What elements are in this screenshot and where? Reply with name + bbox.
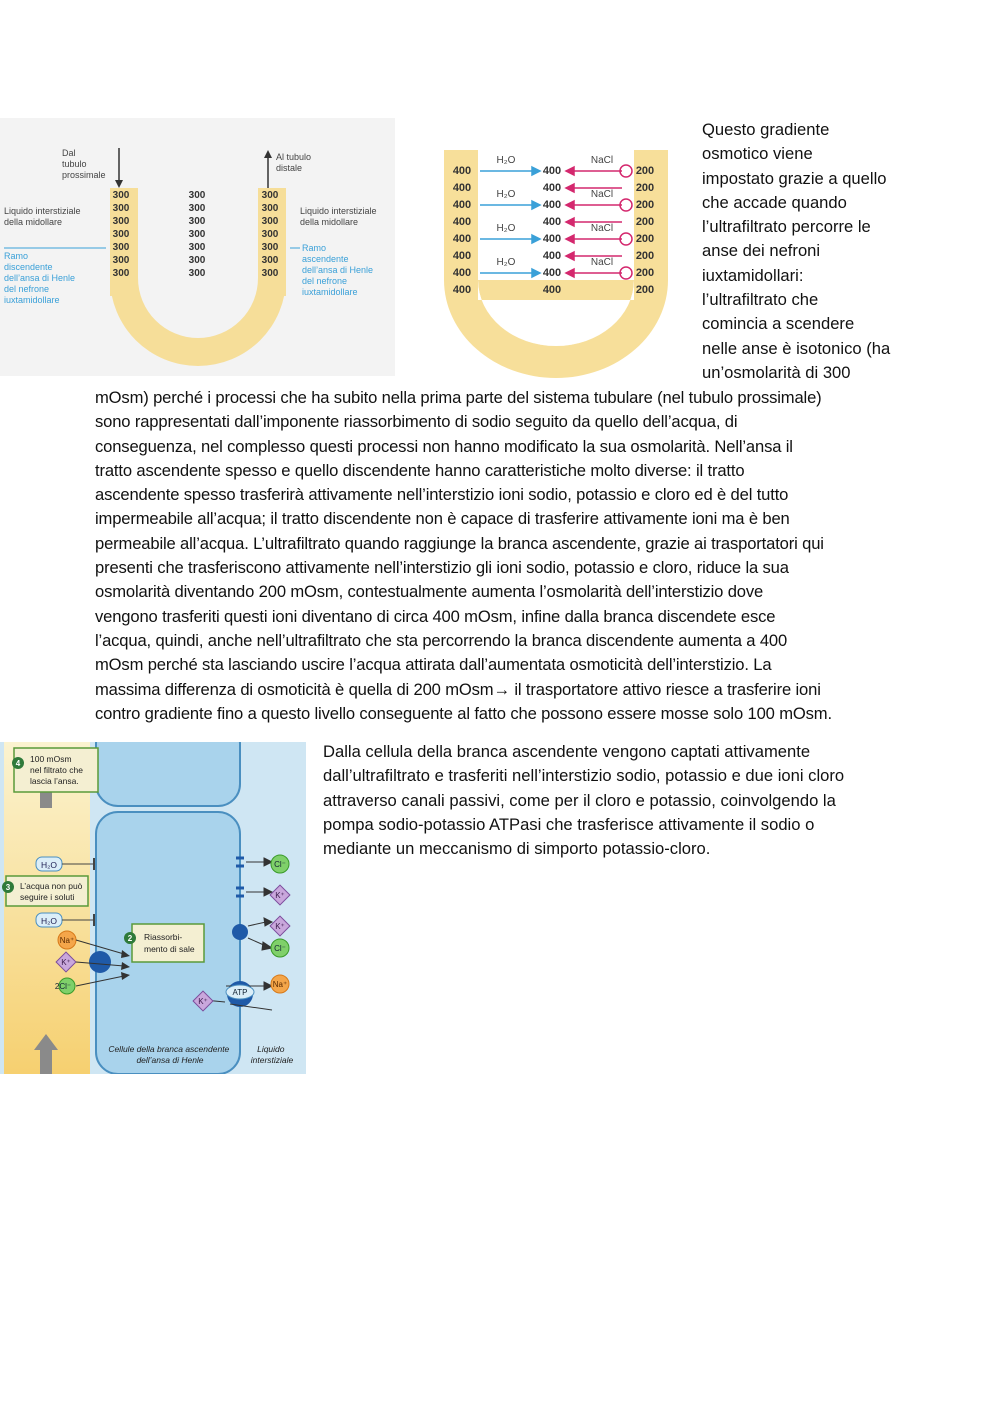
label-ramo-discendente: Ramo discendente dell’ansa di Henle del nefrone iuxtamidollare — [4, 251, 76, 305]
right-column-text — [702, 118, 890, 385]
transporter-icon — [232, 924, 248, 940]
svg-text:Cellule della branca ascendent: Cellule della branca ascendente dell’ansa di Henle — [108, 1044, 230, 1065]
osm-value: 300 — [261, 216, 279, 227]
text-line: permeabile all’acqua. L’ultrafiltrato quando raggiunge la branca ascendente, grazie ai trasportatori qui — [95, 533, 824, 553]
osm-value: 300 — [112, 216, 130, 227]
osm-value: 300 — [188, 203, 206, 214]
svg-text:4: 4 — [15, 759, 21, 768]
loop-isotonic-figure — [0, 118, 395, 376]
osm-value: 300 — [188, 190, 206, 201]
text-line: tratto ascendente spesso e quello discendente hanno caratteristiche molto diverse: il tratto — [95, 460, 745, 480]
svg-text:H₂O: H₂O — [496, 223, 516, 234]
osm-value: 200 — [635, 233, 655, 245]
osm-value: 300 — [188, 229, 206, 240]
osm-value: 300 — [112, 203, 130, 214]
osm-value: 300 — [112, 242, 130, 253]
text-line: che accade quando — [702, 192, 847, 212]
svg-text:Cl⁻: Cl⁻ — [274, 860, 286, 869]
osm-value: 200 — [635, 267, 655, 279]
osm-value: 200 — [635, 182, 655, 194]
bottom-paragraph — [323, 740, 844, 861]
osm-value: 200 — [635, 284, 655, 296]
svg-text:NaCl: NaCl — [590, 189, 614, 200]
text-line: presenti che trasferiscono attivamente nell’interstizio gli ioni sodio, potassio e cloro, riduce la sua — [95, 558, 789, 578]
osm-value: 400 — [452, 284, 472, 296]
osm-value: 400 — [542, 216, 562, 228]
osm-value: 300 — [261, 203, 279, 214]
text-line: attraverso canali passivi, come per il cloro e potassio, coinvolgendo la — [323, 790, 836, 810]
svg-text:NaCl: NaCl — [590, 155, 614, 166]
svg-text:100 mOsm nel filtrato che: 100 mOsm nel filtrato che lascia l’ansa. — [30, 754, 83, 786]
svg-text:2Cl⁻: 2Cl⁻ — [54, 982, 72, 991]
text-line: Questo gradiente — [702, 120, 830, 139]
osm-value: 400 — [542, 267, 562, 279]
svg-text:Cl⁻: Cl⁻ — [274, 944, 286, 953]
svg-text:K⁺: K⁺ — [198, 997, 208, 1006]
svg-text:Na⁺: Na⁺ — [59, 936, 75, 945]
osm-value: 400 — [452, 267, 472, 279]
countercurrent-figure — [440, 150, 672, 378]
text-line: ascendente spesso trasferirà attivamente nell’interstizio ioni sodio, potassio e cloro ed è del tutto — [95, 485, 789, 505]
osm-value: 400 — [452, 216, 472, 228]
osm-value: 300 — [188, 242, 206, 253]
osm-value: 300 — [188, 268, 206, 279]
text-line: comincia a scendere — [702, 314, 855, 334]
label-dal-tubulo: Dal tubulo prossimale — [62, 148, 106, 180]
svg-text:H₂O: H₂O — [496, 257, 516, 268]
svg-text:H₂O: H₂O — [40, 916, 58, 926]
osm-value: 300 — [261, 255, 279, 266]
svg-text:K⁺: K⁺ — [61, 958, 71, 967]
text-line: un’osmolarità di 300 — [702, 362, 851, 382]
osm-value: 400 — [542, 182, 562, 194]
text-line: osmotico viene — [702, 144, 813, 164]
osm-value: 300 — [112, 255, 130, 266]
svg-text:L’acqua non può seguire i: L’acqua non può seguire i soluti — [20, 881, 83, 902]
text-line: conseguenza, nel complesso questi processi non hanno modificato la sua osmolarità. Nell’ansa il — [95, 436, 793, 456]
osm-value: 400 — [542, 250, 562, 262]
osm-value: 300 — [188, 216, 206, 227]
osm-value: 400 — [542, 233, 562, 245]
text-line: Dalla cellula della branca ascendente vengono captati attivamente — [323, 742, 811, 761]
svg-text:2: 2 — [127, 934, 133, 943]
svg-text:NaCl: NaCl — [590, 223, 614, 234]
text-line: pompa sodio-potassio ATPasi che trasferisce attivamente il sodio o — [323, 814, 815, 834]
cell-top — [96, 742, 240, 806]
svg-text:3: 3 — [5, 883, 11, 892]
svg-text:Liquido interstiziale: Liquido interstiziale — [250, 1044, 294, 1065]
osm-value: 200 — [635, 250, 655, 262]
text-line: mediante un meccanismo di simporto potassio-cloro. — [323, 839, 711, 859]
osm-value: 400 — [452, 182, 472, 194]
osm-value: 300 — [261, 190, 279, 201]
osm-value: 300 — [112, 190, 130, 201]
text-line: mOsm perché sta lasciando uscire l’acqua attirata dall’aumentata osmoticità dell’interstizio. La — [95, 655, 772, 675]
osm-value: 300 — [261, 242, 279, 253]
main-paragraph — [95, 386, 832, 726]
text-line: anse dei nefroni — [702, 241, 821, 261]
text-line: impermeabile all’acqua; il tratto discendente non è capace di trasferire attivamente ioni ma è ben — [95, 509, 790, 529]
osm-value: 400 — [452, 250, 472, 262]
svg-text:H₂O: H₂O — [496, 189, 516, 200]
text-line: l’ultrafiltrato percorre le — [702, 217, 871, 237]
osm-value: 300 — [188, 255, 206, 266]
symporter-icon — [89, 951, 111, 973]
label-ramo-ascendente: Ramo ascendente dell’ansa di Henle del nefrone iuxtamidollare — [302, 243, 374, 297]
svg-text:Na⁺: Na⁺ — [272, 980, 288, 989]
text-line: vengono trasferiti questi ioni diventano di circa 400 mOsm, infine dalla branca discendete esce — [95, 606, 776, 626]
svg-text:Riassorbi- mento di sale: Riassorbi- mento di sale — [144, 932, 195, 954]
osm-value: 200 — [635, 165, 655, 177]
svg-text:K⁺: K⁺ — [275, 891, 285, 900]
svg-text:K⁺: K⁺ — [275, 922, 285, 931]
text-line: mOsm) perché i processi che ha subito nella prima parte del sistema tubulare (nel tubulo prossimale) — [95, 388, 822, 407]
osm-value: 300 — [112, 229, 130, 240]
text-line: contro gradiente fino a questo livello conseguente al fatto che possono essere mosse solo 100 mOsm. — [95, 703, 832, 723]
label-liquido-left: Liquido interstiziale della midollare — [4, 206, 81, 227]
osm-value: 300 — [112, 268, 130, 279]
text-line: iuxtamidollari: — [702, 265, 804, 285]
text-line: sono rappresentati dall’imponente riassorbimento di sodio seguito da quello dell’acqua, di — [95, 412, 738, 432]
text-line: dall’ultrafiltrato e trasferiti nell’interstizio sodio, potassio e due ioni cloro — [323, 766, 845, 786]
svg-text:ATP: ATP — [232, 988, 248, 997]
osm-value: 400 — [542, 284, 562, 296]
osm-value: 300 — [261, 229, 279, 240]
osm-value: 400 — [452, 199, 472, 211]
text-line: l’acqua, quindi, anche nell’ultrafiltrato che sta percorrendo la branca discendente aumenta a 400 — [95, 630, 788, 650]
svg-text:NaCl: NaCl — [590, 257, 614, 268]
osm-value: 200 — [635, 199, 655, 211]
text-line: massima differenza di osmoticità è quella di 200 mOsm→ il trasportatore attivo riesce a trasferire ioni — [95, 679, 821, 699]
svg-text:H₂O: H₂O — [40, 860, 58, 870]
text-line: nelle anse è isotonico (ha — [702, 338, 891, 358]
text-line: osmolarità diventando 200 mOsm, contestualmente aumenta l’osmolarità dell’interstizio dove — [95, 582, 764, 602]
osm-value: 300 — [261, 268, 279, 279]
osm-value: 200 — [635, 216, 655, 228]
osm-value: 400 — [452, 233, 472, 245]
osm-value: 400 — [542, 165, 562, 177]
label-liquido-right: Liquido interstiziale della midollare — [300, 206, 377, 227]
svg-text:H₂O: H₂O — [496, 155, 516, 166]
ascending-limb-cell-figure — [0, 742, 306, 1074]
text-line: l’ultrafiltrato che — [702, 290, 819, 310]
osm-value: 400 — [452, 165, 472, 177]
label-al-tubulo: Al tubulo distale — [276, 152, 312, 173]
text-line: impostato grazie a quello — [702, 168, 887, 188]
osm-value: 400 — [542, 199, 562, 211]
